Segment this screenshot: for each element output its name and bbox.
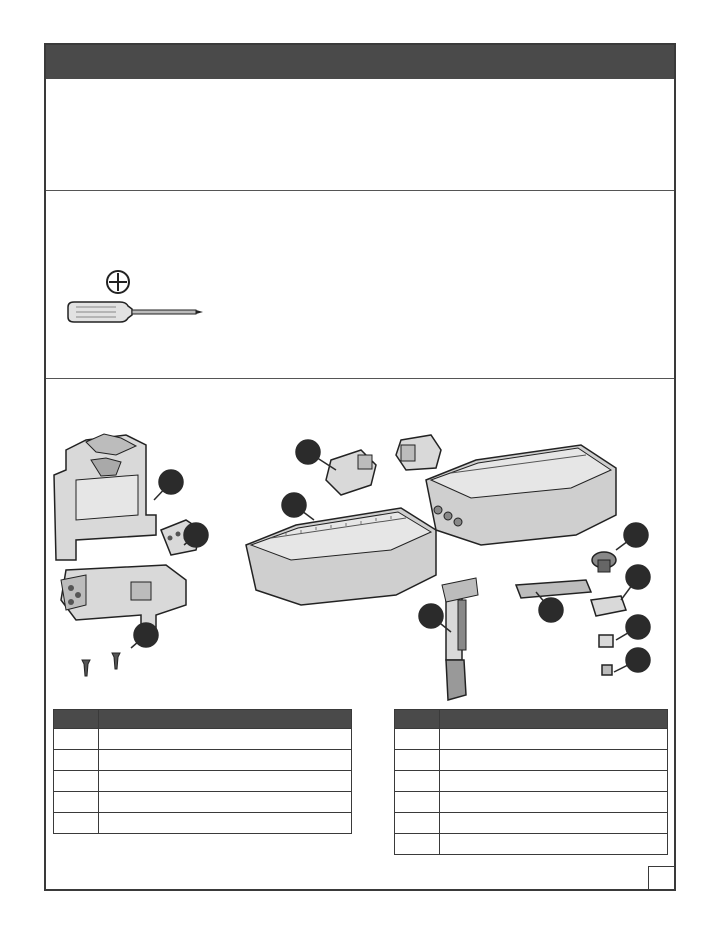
table-cell (440, 792, 668, 813)
table-cell (99, 792, 352, 813)
callout-5 (282, 493, 306, 517)
table-header-cell (440, 710, 668, 729)
table-cell (395, 834, 440, 855)
callout-6 (419, 604, 443, 628)
table-row (54, 729, 352, 750)
table-row (54, 792, 352, 813)
table-cell (440, 834, 668, 855)
right-parts-table (394, 709, 668, 855)
phillips-screwdriver-icon (60, 265, 210, 330)
nut-part (599, 635, 613, 675)
table-cell (440, 813, 668, 834)
callout-7 (539, 598, 563, 622)
table-cell (54, 729, 99, 750)
table-cell (395, 729, 440, 750)
case-back-part (426, 445, 616, 545)
table-cell (99, 771, 352, 792)
table-cell (54, 771, 99, 792)
table-header-cell (99, 710, 352, 729)
table-cell (99, 750, 352, 771)
table-header-cell (54, 710, 99, 729)
table-row (395, 834, 668, 855)
table-cell (440, 771, 668, 792)
table-cell (54, 813, 99, 834)
table-cell (395, 792, 440, 813)
page-number-box (648, 866, 675, 890)
table-cell (99, 813, 352, 834)
screws-part (82, 653, 120, 676)
case-front-part (246, 508, 436, 605)
table-cell (54, 792, 99, 813)
clamp-post-part (442, 578, 478, 700)
callout-1 (159, 470, 183, 494)
callout-4 (296, 440, 320, 464)
table-cell (99, 729, 352, 750)
callout-3 (134, 623, 158, 647)
table-cell (54, 750, 99, 771)
slider-part (516, 580, 591, 598)
table-row (395, 771, 668, 792)
table-cell (395, 813, 440, 834)
small-clip-part (326, 435, 441, 495)
table-cell (395, 750, 440, 771)
callout-11 (626, 648, 650, 672)
block-part (591, 596, 626, 616)
table-row (395, 750, 668, 771)
table-cell (440, 729, 668, 750)
callout-9 (626, 565, 650, 589)
bracket-upright-part (54, 434, 156, 560)
table-row (54, 813, 352, 834)
callout-2 (184, 523, 208, 547)
parts-illustration (46, 420, 674, 710)
bracket-base-part (61, 565, 186, 630)
table-header-row (395, 710, 668, 729)
table-row (54, 771, 352, 792)
table-row (54, 750, 352, 771)
table-row (395, 729, 668, 750)
left-parts-table (53, 709, 352, 834)
table-cell (395, 771, 440, 792)
callout-8 (624, 523, 648, 547)
table-row (395, 792, 668, 813)
section-divider (46, 190, 674, 191)
table-header-cell (395, 710, 440, 729)
table-cell (440, 750, 668, 771)
section-divider (46, 378, 674, 379)
table-row (395, 813, 668, 834)
header-bar (46, 45, 674, 79)
knob-part (592, 552, 616, 572)
callout-10 (626, 615, 650, 639)
table-header-row (54, 710, 352, 729)
